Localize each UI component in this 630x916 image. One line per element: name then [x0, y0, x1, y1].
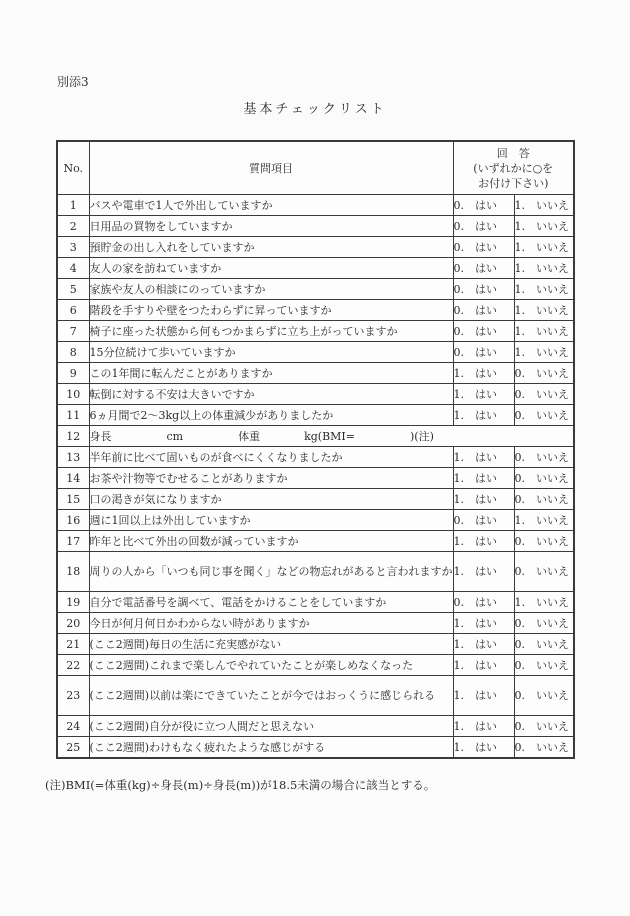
row-number: 15 — [57, 489, 89, 510]
header-answer-instruction-1: (いずれかに○を — [473, 161, 554, 175]
table-row — [57, 321, 574, 342]
answer-option-yes[interactable]: 1. はい — [453, 655, 514, 676]
table-row — [57, 552, 574, 592]
question-text: 身長 cm 体重 kg(BMI= )(注) — [89, 426, 574, 447]
question-text: 半年前に比べて固いものが食べにくくなりましたか — [89, 447, 453, 468]
table-row — [57, 258, 574, 279]
table-row — [57, 613, 574, 634]
question-text: 転倒に対する不安は大きいですか — [89, 384, 453, 405]
answer-option-no[interactable]: 1. いいえ — [514, 300, 574, 321]
answer-option-yes[interactable]: 0. はい — [453, 321, 514, 342]
page-title: 基本チェックリスト — [243, 102, 387, 117]
question-text: 15分位続けて歩いていますか — [89, 342, 453, 363]
answer-option-yes[interactable]: 1. はい — [453, 676, 514, 716]
answer-option-no[interactable]: 0. いいえ — [514, 552, 574, 592]
row-number: 4 — [57, 258, 89, 279]
answer-option-no[interactable]: 0. いいえ — [514, 676, 574, 716]
header-answer — [453, 141, 574, 195]
row-number: 16 — [57, 510, 89, 531]
answer-option-no[interactable]: 0. いいえ — [514, 489, 574, 510]
table-row — [57, 237, 574, 258]
header-question: 質問項目 — [89, 141, 453, 195]
answer-option-no[interactable]: 0. いいえ — [514, 655, 574, 676]
table-row — [57, 384, 574, 405]
question-text: 友人の家を訪ねていますか — [89, 258, 453, 279]
answer-option-yes[interactable]: 1. はい — [453, 384, 514, 405]
checklist-rows — [57, 195, 574, 759]
answer-option-yes[interactable]: 0. はい — [453, 342, 514, 363]
table-row — [57, 634, 574, 655]
row-number: 18 — [57, 552, 89, 592]
question-text: (ここ2週間)毎日の生活に充実感がない — [89, 634, 453, 655]
answer-option-no[interactable]: 0. いいえ — [514, 405, 574, 426]
question-text: (ここ2週間)わけもなく疲れたような感じがする — [89, 737, 453, 759]
table-row — [57, 676, 574, 716]
answer-option-yes[interactable]: 1. はい — [453, 634, 514, 655]
question-text: 家族や友人の相談にのっていますか — [89, 279, 453, 300]
row-number: 22 — [57, 655, 89, 676]
table-row — [57, 716, 574, 737]
answer-option-yes[interactable]: 0. はい — [453, 195, 514, 216]
row-number: 9 — [57, 363, 89, 384]
bmi-footnote: (注)BMI(=体重(kg)÷身長(m)÷身長(m))が18.5未満の場合に該当とする。 — [45, 778, 436, 792]
answer-option-no[interactable]: 1. いいえ — [514, 342, 574, 363]
table-row — [57, 279, 574, 300]
table-row — [57, 216, 574, 237]
question-text: 預貯金の出し入れをしていますか — [89, 237, 453, 258]
answer-option-yes[interactable]: 1. はい — [453, 737, 514, 759]
answer-option-yes[interactable]: 1. はい — [453, 468, 514, 489]
question-text: 週に1回以上は外出していますか — [89, 510, 453, 531]
question-text: お茶や汁物等でむせることがありますか — [89, 468, 453, 489]
question-text: (ここ2週間)自分が役に立つ人間だと思えない — [89, 716, 453, 737]
answer-option-yes[interactable]: 1. はい — [453, 552, 514, 592]
row-number: 24 — [57, 716, 89, 737]
answer-option-yes[interactable]: 0. はい — [453, 592, 514, 613]
table-row — [57, 426, 574, 447]
answer-option-yes[interactable]: 1. はい — [453, 613, 514, 634]
row-number: 1 — [57, 195, 89, 216]
header-no: No. — [57, 141, 89, 195]
question-text: バスや電車で1人で外出していますか — [89, 195, 453, 216]
row-number: 13 — [57, 447, 89, 468]
question-text: 今日が何月何日かわからない時がありますか — [89, 613, 453, 634]
question-text: (ここ2週間)以前は楽にできていたことが今ではおっくうに感じられる — [89, 676, 453, 716]
answer-option-yes[interactable]: 1. はい — [453, 531, 514, 552]
row-number: 8 — [57, 342, 89, 363]
question-text: 自分で電話番号を調べて、電話をかけることをしていますか — [89, 592, 453, 613]
table-row — [57, 342, 574, 363]
answer-option-yes[interactable]: 0. はい — [453, 279, 514, 300]
answer-option-yes[interactable]: 0. はい — [453, 258, 514, 279]
header-row — [57, 141, 574, 195]
row-number: 23 — [57, 676, 89, 716]
row-number: 21 — [57, 634, 89, 655]
row-number: 3 — [57, 237, 89, 258]
question-text: 6ヵ月間で2〜3kg以上の体重減少がありましたか — [89, 405, 453, 426]
answer-option-yes[interactable]: 1. はい — [453, 489, 514, 510]
answer-option-no[interactable]: 1. いいえ — [514, 195, 574, 216]
question-text: この1年間に転んだことがありますか — [89, 363, 453, 384]
answer-option-yes[interactable]: 0. はい — [453, 237, 514, 258]
table-row — [57, 300, 574, 321]
question-text: 階段を手すりや壁をつたわらずに昇っていますか — [89, 300, 453, 321]
answer-option-no[interactable]: 1. いいえ — [514, 279, 574, 300]
table-row — [57, 510, 574, 531]
answer-option-no[interactable]: 1. いいえ — [514, 216, 574, 237]
header-answer-title: 回 答 — [496, 146, 530, 160]
answer-option-yes[interactable]: 1. はい — [453, 363, 514, 384]
table-row — [57, 655, 574, 676]
question-text: 昨年と比べて外出の回数が減っていますか — [89, 531, 453, 552]
answer-option-yes[interactable]: 0. はい — [453, 300, 514, 321]
checklist-table — [56, 140, 575, 759]
row-number: 17 — [57, 531, 89, 552]
table-row — [57, 592, 574, 613]
row-number: 7 — [57, 321, 89, 342]
answer-option-yes[interactable]: 0. はい — [453, 216, 514, 237]
question-text: 椅子に座った状態から何もつかまらずに立ち上がっていますか — [89, 321, 453, 342]
table-row — [57, 489, 574, 510]
row-number: 19 — [57, 592, 89, 613]
answer-option-no[interactable]: 1. いいえ — [514, 237, 574, 258]
row-number: 11 — [57, 405, 89, 426]
answer-option-no[interactable]: 1. いいえ — [514, 258, 574, 279]
answer-option-no[interactable]: 0. いいえ — [514, 468, 574, 489]
answer-option-no[interactable]: 0. いいえ — [514, 613, 574, 634]
answer-option-no[interactable]: 1. いいえ — [514, 592, 574, 613]
answer-option-yes[interactable]: 0. はい — [453, 510, 514, 531]
table-row — [57, 195, 574, 216]
row-number: 10 — [57, 384, 89, 405]
header-answer-instruction-2: お付け下さい) — [478, 176, 549, 190]
table-row — [57, 363, 574, 384]
answer-option-no[interactable]: 0. いいえ — [514, 363, 574, 384]
question-text: 周りの人から「いつも同じ事を聞く」などの物忘れがあると言われますか — [89, 552, 453, 592]
table-row — [57, 531, 574, 552]
answer-option-no[interactable]: 0. いいえ — [514, 447, 574, 468]
question-text: 日用品の買物をしていますか — [89, 216, 453, 237]
row-number: 2 — [57, 216, 89, 237]
row-number: 25 — [57, 737, 89, 759]
table-row — [57, 405, 574, 426]
attachment-label: 別添3 — [57, 75, 89, 89]
answer-option-no[interactable]: 0. いいえ — [514, 384, 574, 405]
answer-option-no[interactable]: 0. いいえ — [514, 716, 574, 737]
row-number: 12 — [57, 426, 89, 447]
table-row — [57, 447, 574, 468]
table-row — [57, 468, 574, 489]
row-number: 6 — [57, 300, 89, 321]
answer-option-yes[interactable]: 1. はい — [453, 405, 514, 426]
question-text: (ここ2週間)これまで楽しんでやれていたことが楽しめなくなった — [89, 655, 453, 676]
answer-option-no[interactable]: 0. いいえ — [514, 531, 574, 552]
question-text: 口の渇きが気になりますか — [89, 489, 453, 510]
row-number: 5 — [57, 279, 89, 300]
table-row — [57, 737, 574, 759]
answer-option-no[interactable]: 0. いいえ — [514, 737, 574, 759]
answer-option-yes[interactable]: 1. はい — [453, 447, 514, 468]
answer-option-no[interactable]: 1. いいえ — [514, 510, 574, 531]
row-number: 20 — [57, 613, 89, 634]
answer-option-no[interactable]: 0. いいえ — [514, 634, 574, 655]
answer-option-no[interactable]: 1. いいえ — [514, 321, 574, 342]
row-number: 14 — [57, 468, 89, 489]
answer-option-yes[interactable]: 1. はい — [453, 716, 514, 737]
